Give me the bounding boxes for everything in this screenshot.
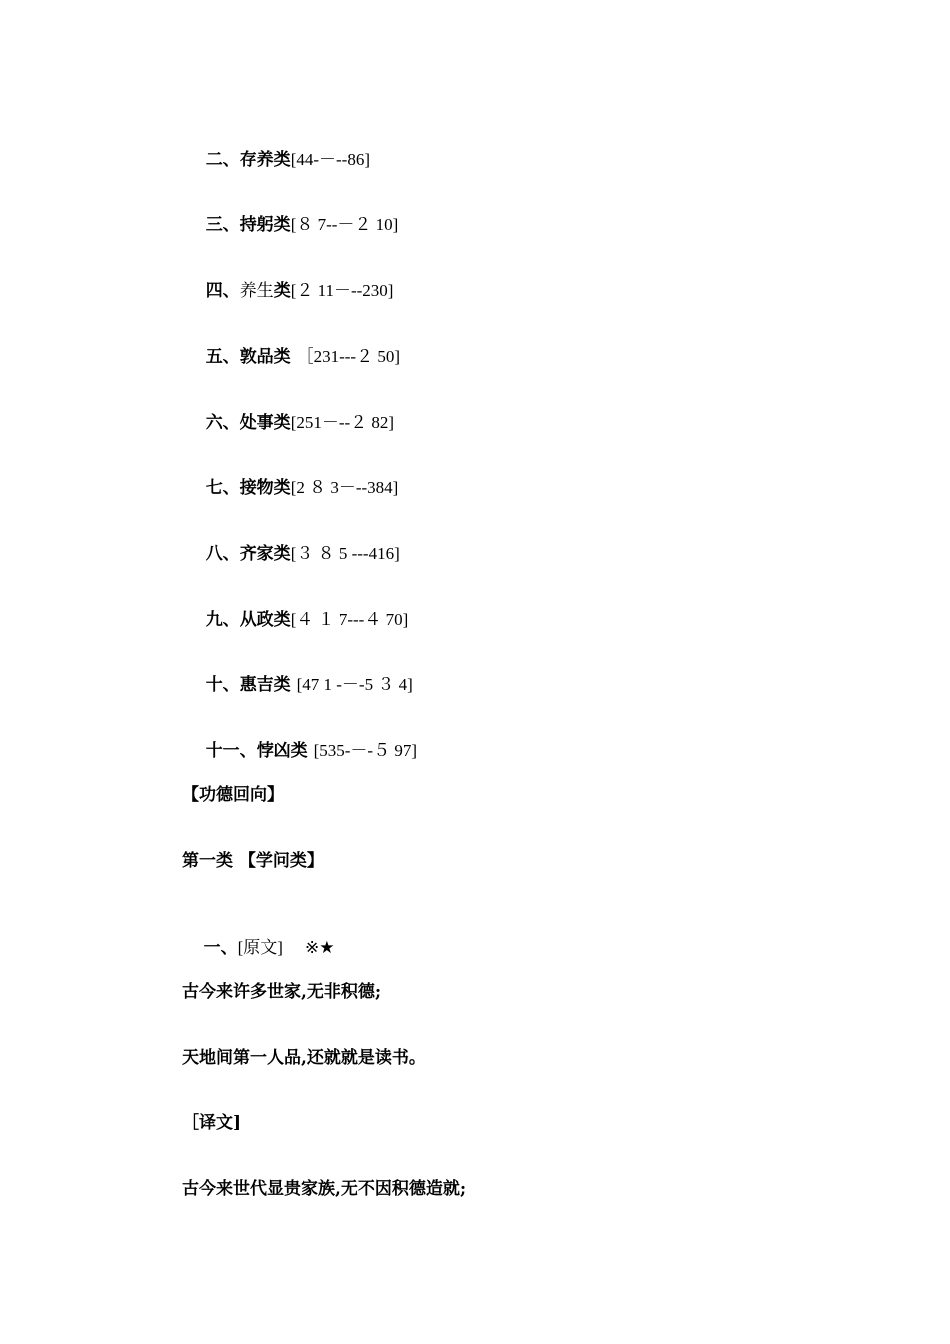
toc-entry-title: 养生 [239, 281, 274, 301]
toc-entry [182, 718, 417, 784]
toc-entry-title: 惠吉类 [239, 675, 297, 695]
toc-entry-title: 敦品类 [239, 347, 297, 367]
item-number: 一、 [203, 938, 238, 958]
toc-entry-range: [３ ８ 5 ---416] [290, 544, 400, 563]
toc-entry-range: [251－--２ 82] [290, 413, 395, 432]
toc-entry-number: 九、 [205, 610, 240, 630]
toc-entry [182, 390, 394, 456]
toc-entry-range: [2 ８ 3－--384] [290, 478, 399, 497]
toc-entry-number: 十、 [205, 675, 240, 695]
toc-entry [182, 324, 400, 390]
toc-entry-number: 八、 [205, 544, 240, 564]
toc-entry-range: [２ 11－--230] [290, 281, 394, 300]
original-text-label: [原文] [237, 938, 283, 957]
toc-entry-range: [47 1 -－-5 ３ 4] [296, 675, 413, 694]
toc-entry-number: 六、 [205, 413, 240, 433]
toc-entry-range: [44-－--86] [290, 150, 370, 169]
toc-entry-range: ［231---２ 50] [296, 347, 401, 366]
toc-entry-title-suffix: 类 [273, 281, 291, 301]
toc-entry [182, 258, 393, 324]
original-text-line: 天地间第一人品,还就就是读书。 [182, 1048, 426, 1068]
toc-entry-title: 存养类 [239, 150, 291, 170]
toc-entry [182, 127, 370, 193]
toc-entry-range: [４ １ 7---４ 70] [290, 610, 409, 629]
toc-entry-title: 从政类 [239, 610, 291, 630]
section-heading: 【功德回向】 [182, 785, 284, 805]
toc-entry-title: 接物类 [239, 478, 291, 498]
toc-entry-title: 齐家类 [239, 544, 291, 564]
category-heading: 第一类 【学问类】 [182, 851, 324, 871]
translation-text-line: 古今来世代显贵家族,无不因积德造就; [182, 1179, 467, 1199]
toc-entry-number: 七、 [205, 478, 240, 498]
toc-entry-number: 十一、 [205, 741, 257, 761]
toc-entry-number: 五、 [205, 347, 240, 367]
toc-entry [182, 192, 398, 258]
toc-entry-number: 二、 [205, 150, 240, 170]
toc-entry-range: [８ 7--－２ 10] [290, 215, 399, 234]
original-text-line: 古今来许多世家,无非积德; [182, 982, 382, 1002]
toc-entry-title: 悖凶类 [256, 741, 314, 761]
toc-entry [182, 455, 398, 521]
toc-entry [182, 587, 408, 653]
toc-entry-title: 持躬类 [239, 215, 291, 235]
toc-entry-title: 处事类 [239, 413, 291, 433]
toc-entry [182, 521, 400, 587]
toc-entry-number: 三、 [205, 215, 240, 235]
toc-entry [182, 652, 413, 718]
toc-entry-number: 四、 [205, 281, 240, 301]
toc-entry-range: [535-－-５ 97] [313, 741, 418, 760]
item-marks: ※★ [304, 938, 335, 958]
item-heading [182, 915, 334, 981]
translation-label: ［译文] [182, 1113, 242, 1133]
